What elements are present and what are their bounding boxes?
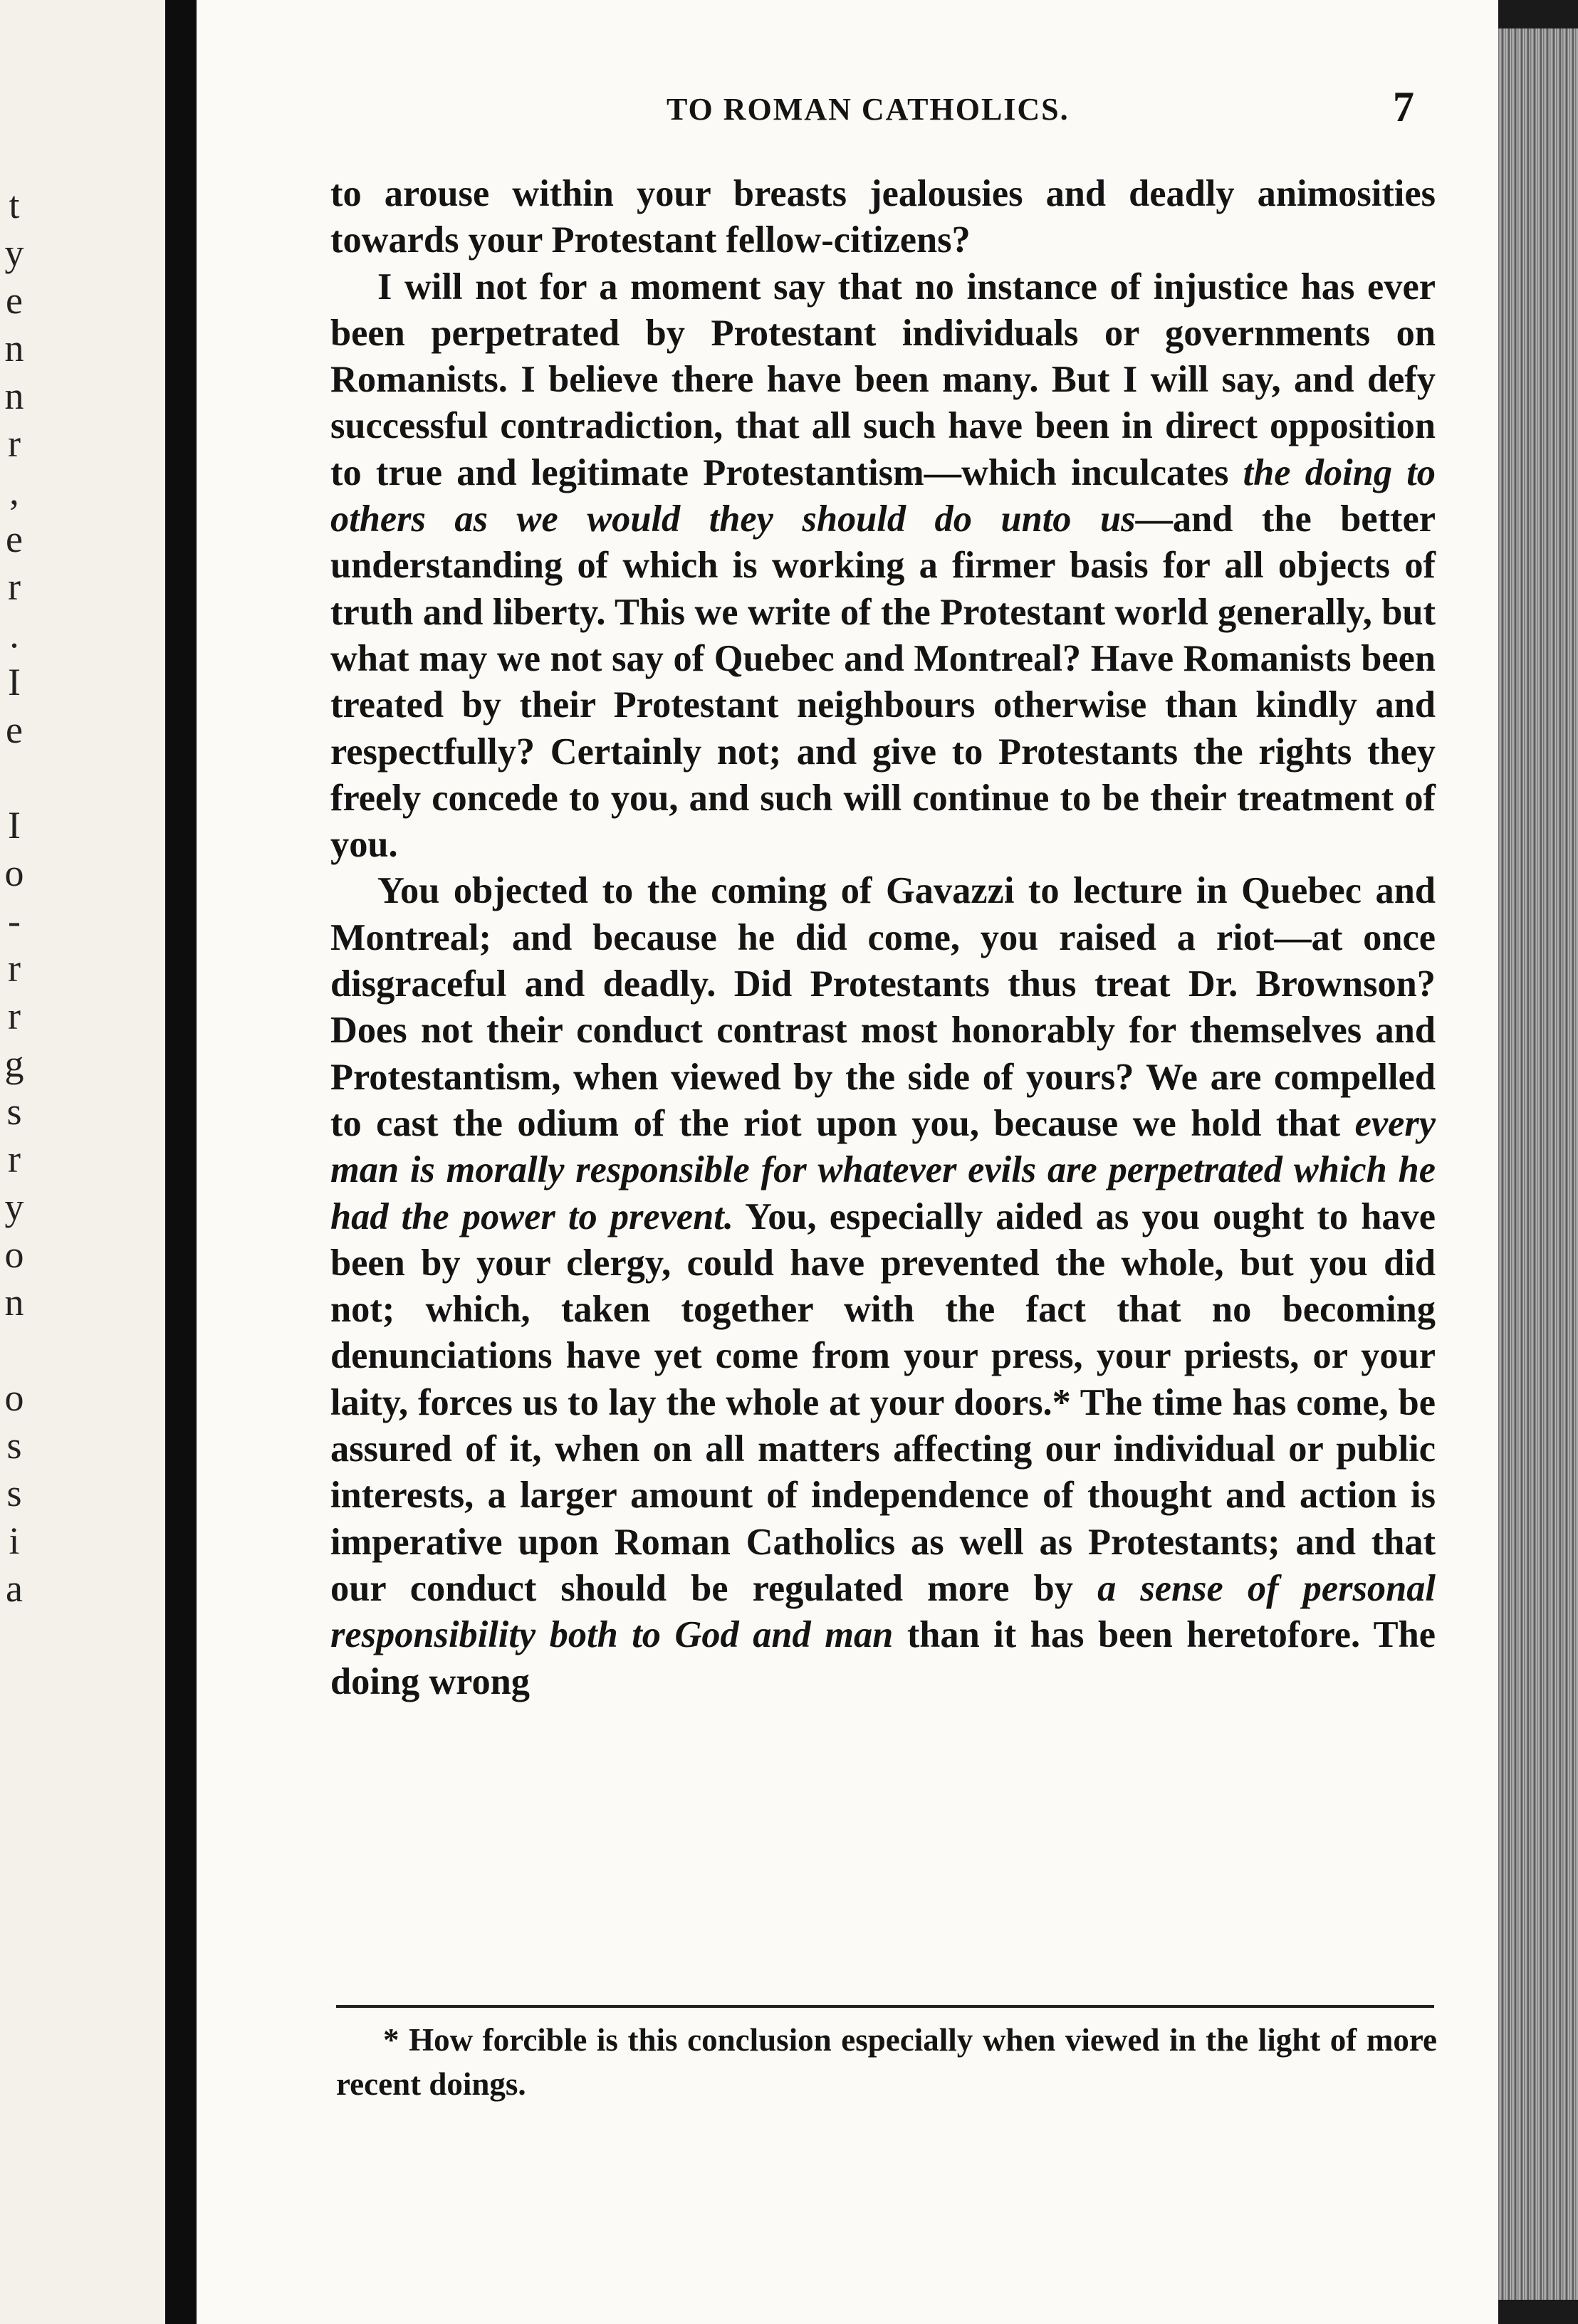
text-run: —and the better understanding of which is working a firmer basis for all objects of truth and liberty. This we write of the Protestant world generally, but what may we not say of Quebec and Montreal? Have Romanists been treated by their Protestant neighbours otherwise than kindly and respectfully? Certainly not; and give to Protestants the rights they freely concede to you, and such will continue to be their treatment of you. [330,498,1436,866]
left-page-glyph: o [4,1233,24,1276]
left-page-glyph [0,1326,28,1374]
text-run: to arouse within your breasts jealousies and deadly animosities towards your Protestant fellow-citizens? [330,173,1436,261]
paragraph [330,171,1436,264]
left-page-glyph: e [6,279,23,322]
body-text [330,171,1436,1705]
text-run: than it has been heretofore. The doing wrong [330,1614,1436,1702]
paragraph [330,868,1436,1705]
left-page-glyph: a [6,1567,23,1610]
left-page-glyph: e [6,518,23,560]
left-page-glyph: r [8,1138,21,1181]
text-run: You objected to the coming of Gavazzi to lecture in Quebec and Montreal; and because he did come, you raised a riot—at once disgraceful and deadly. Did Protestants thus treat Dr. Brownson? Does not their conduct contrast most honorably for themselves and Protestantism, when viewed by the side of yours? We are compelled to cast the odium of the riot upon you, because we hold that [330,870,1436,1144]
left-page-glyph: - [8,899,21,942]
text-run: I will not for a moment say that no instance of injustice has ever been perpetrated by Protestant individuals or governments on Romanists. I believe there have been many. But I will say, and defy successful contradiction, that all such have been in direct opposition to true and legitimate Protestantism—which inculcates [330,266,1436,493]
italic-run: a sense of personal responsibility both to God and man [330,1567,1436,1656]
left-page-glyph: o [4,852,24,894]
left-page-glyph: n [4,1281,24,1324]
left-page-glyph: r [8,995,21,1037]
book-gutter [165,0,197,2324]
left-page-glyph: s [6,1090,22,1133]
left-page-glyph: y [4,231,24,274]
left-page-glyph: s [6,1424,22,1467]
left-page-glyph: t [9,184,20,226]
left-page-glyph: I [8,804,21,847]
left-page-glyph: g [4,1042,24,1085]
left-page-glyph: n [4,327,24,370]
left-page-glyph: y [4,1185,24,1228]
footnote [336,2018,1437,2106]
page-number: 7 [1393,83,1414,130]
left-page-glyph: I [8,661,21,703]
left-page-glyph: e [6,708,23,751]
page-header [197,83,1498,148]
footnote-rule [336,2005,1434,2008]
left-page-glyph: n [4,375,24,417]
running-head: TO ROMAN CATHOLICS. [667,92,1070,127]
italic-run: every man is morally responsible for whatever evils are perpetrated which he had the power to prevent. [330,1102,1436,1237]
left-page-glyph: . [9,613,19,656]
text-run: You, especially aided as you ought to have been by your clergy, could have prevented the whole, but you did not; which, taken together with the fact that no becoming denunciations have yet come from your press, your priests, or your laity, forces us to lay the whole at your doors.* The time has come, be assured of it, when on all matters affecting our individual or public interests, a larger amount of independence of thought and action is imperative upon Roman Catholics as well as Protestants; and that our conduct should be regulated more by [330,1195,1436,1609]
italic-run: the doing to others as we would they should do unto us [330,451,1436,540]
left-page-glyph: , [9,470,19,513]
page-edges [1498,28,1578,2300]
left-page-glyph: i [9,1519,20,1562]
left-page-glyph: r [8,947,21,990]
left-page-glyph: o [4,1376,24,1419]
paragraph [330,264,1436,869]
left-page-glyph: r [8,565,21,608]
left-page-glyph: s [6,1472,22,1514]
left-page-fragments [0,182,28,1613]
footnote-text: * How forcible is this conclusion especially when viewed in the light of more recent doings. [336,2022,1437,2102]
left-page-edge [0,0,165,2324]
left-page-glyph: r [8,422,21,465]
left-page-glyph [0,754,28,802]
